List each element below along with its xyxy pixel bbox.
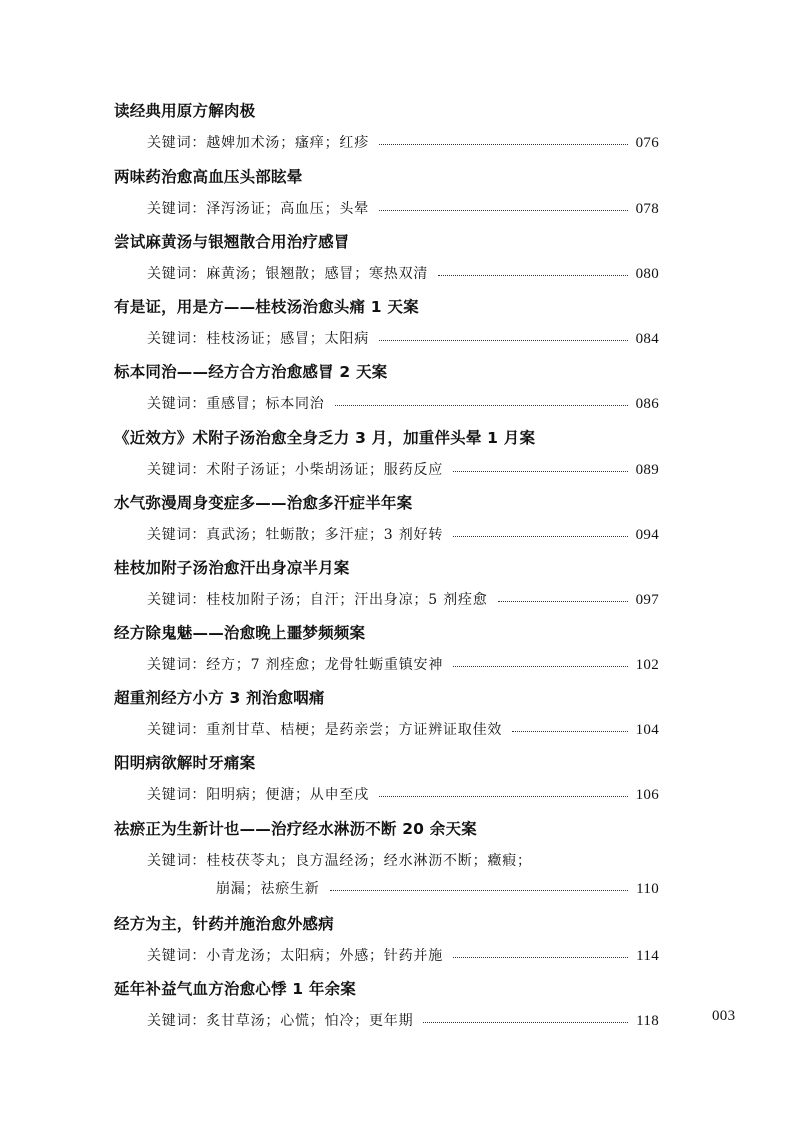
- keyword-label: 关键词：: [147, 331, 207, 347]
- keyword-label: 关键词：: [147, 948, 207, 964]
- keyword-label: 关键词：: [147, 266, 207, 282]
- keyword-label: 关键词：: [147, 853, 207, 869]
- keyword-line: [147, 460, 659, 480]
- page-number: 110: [636, 881, 659, 897]
- entry-title: 超重剂经方小方 3 剂治愈咽痛: [114, 689, 325, 707]
- page-number: 084: [635, 331, 659, 347]
- keyword-line: [147, 946, 659, 966]
- entry-title: 经方为主，针药并施治愈外感病: [114, 915, 334, 933]
- keyword-line: [147, 1011, 659, 1031]
- keyword-label: 关键词：: [147, 1013, 207, 1029]
- keyword-label: 关键词：: [147, 201, 207, 217]
- keyword-text: 麻黄汤；银翘散；感冒；寒热双清: [206, 266, 429, 282]
- keyword-text: 泽泻汤证；高血压；头晕: [206, 201, 370, 217]
- dot-leader: [379, 796, 628, 797]
- keyword-text: 经方；7 剂痊愈；龙骨牡蛎重镇安神: [206, 657, 444, 673]
- page-number: 076: [635, 135, 659, 151]
- keyword-label: 关键词：: [147, 657, 207, 673]
- page-number: 106: [635, 787, 659, 803]
- keyword-text: 桂枝茯苓丸；良方温经汤；经水淋沥不断；癥瘕；: [206, 853, 532, 869]
- entry-title: 尝试麻黄汤与银翘散合用治疗感冒: [114, 233, 350, 251]
- keyword-line: [147, 720, 659, 740]
- entry-title: 读经典用原方解肉极: [114, 102, 256, 120]
- page-number: 094: [635, 527, 659, 543]
- keyword-text: 桂枝汤证；感冒；太阳病: [206, 331, 370, 347]
- page-number: 089: [635, 462, 659, 478]
- page-number: 080: [635, 266, 659, 282]
- keyword-text: 重感冒；标本同治: [206, 396, 325, 412]
- keyword-text: 桂枝加附子汤；自汗；汗出身凉；5 剂痊愈: [206, 592, 488, 608]
- keyword-text: 炙甘草汤；心慌；怕冷；更年期: [206, 1013, 414, 1029]
- dot-leader: [423, 1022, 628, 1023]
- dot-leader: [453, 536, 627, 537]
- keyword-text: 术附子汤证；小柴胡汤证；服药反应: [206, 462, 444, 478]
- keyword-label: 关键词：: [147, 787, 207, 803]
- entry-title: 标本同治——经方合方治愈感冒 2 天案: [114, 363, 388, 381]
- dot-leader: [379, 210, 628, 211]
- keyword-line: [147, 133, 659, 153]
- page-number: 104: [635, 722, 659, 738]
- entry-title: 水气弥漫周身变症多——治愈多汗症半年案: [114, 494, 413, 512]
- entry-title: 经方除鬼魅——治愈晚上噩梦频频案: [114, 624, 366, 642]
- entry-title: 延年补益气血方治愈心悸 1 年余案: [114, 980, 356, 998]
- keyword-line: [147, 329, 659, 349]
- entry-title: 阳明病欲解时牙痛案: [114, 754, 256, 772]
- dot-leader: [438, 275, 627, 276]
- entry-title: 有是证，用是方——桂枝汤治愈头痛 1 天案: [114, 298, 419, 316]
- dot-leader: [453, 666, 627, 667]
- keyword-line: [147, 785, 659, 805]
- keyword-line: [147, 394, 659, 414]
- keyword-text: 重剂甘草、桔梗；是药亲尝；方证辨证取佳效: [206, 722, 503, 738]
- entry-title: 《近效方》术附子汤治愈全身乏力 3 月，加重伴头晕 1 月案: [114, 429, 536, 447]
- keyword-line: [147, 264, 659, 284]
- keyword-line: [147, 590, 659, 610]
- keyword-label: 关键词：: [147, 135, 207, 151]
- keyword-text: 越婢加术汤；瘙痒；红疹: [206, 135, 370, 151]
- keyword-text: 崩漏；祛瘀生新: [216, 881, 320, 897]
- keyword-label: 关键词：: [147, 527, 207, 543]
- page-number: 078: [635, 201, 659, 217]
- keyword-line: [147, 525, 659, 545]
- page-number: 102: [635, 657, 659, 673]
- keyword-text: 小青龙汤；太阳病；外感；针药并施: [206, 948, 444, 964]
- dot-leader: [379, 340, 628, 341]
- keyword-line: [147, 199, 659, 219]
- keyword-line-continued: [216, 879, 659, 899]
- keyword-line: [147, 655, 659, 675]
- keyword-line: [147, 851, 659, 871]
- dot-leader: [379, 144, 628, 145]
- folio-page-number: 003: [712, 1008, 736, 1024]
- dot-leader: [498, 601, 628, 602]
- page-number: 114: [636, 948, 659, 964]
- dot-leader: [453, 471, 628, 472]
- page-number: 086: [635, 396, 659, 412]
- entry-title: 桂枝加附子汤治愈汗出身凉半月案: [114, 559, 350, 577]
- keyword-text: 阳明病；便溏；从申至戌: [206, 787, 370, 803]
- keyword-label: 关键词：: [147, 592, 207, 608]
- keyword-label: 关键词：: [147, 396, 207, 412]
- entry-title: 祛瘀正为生新计也——治疗经水淋沥不断 20 余天案: [114, 820, 477, 838]
- entry-title: 两味药治愈高血压头部眩晕: [114, 168, 303, 186]
- page-number: 097: [635, 592, 659, 608]
- page-number: 118: [636, 1013, 659, 1029]
- keyword-label: 关键词：: [147, 462, 207, 478]
- keyword-label: 关键词：: [147, 722, 207, 738]
- dot-leader: [330, 890, 629, 891]
- dot-leader: [512, 731, 627, 732]
- dot-leader: [335, 405, 628, 406]
- dot-leader: [453, 957, 628, 958]
- keyword-text: 真武汤；牡蛎散；多汗症；3 剂好转: [206, 527, 444, 543]
